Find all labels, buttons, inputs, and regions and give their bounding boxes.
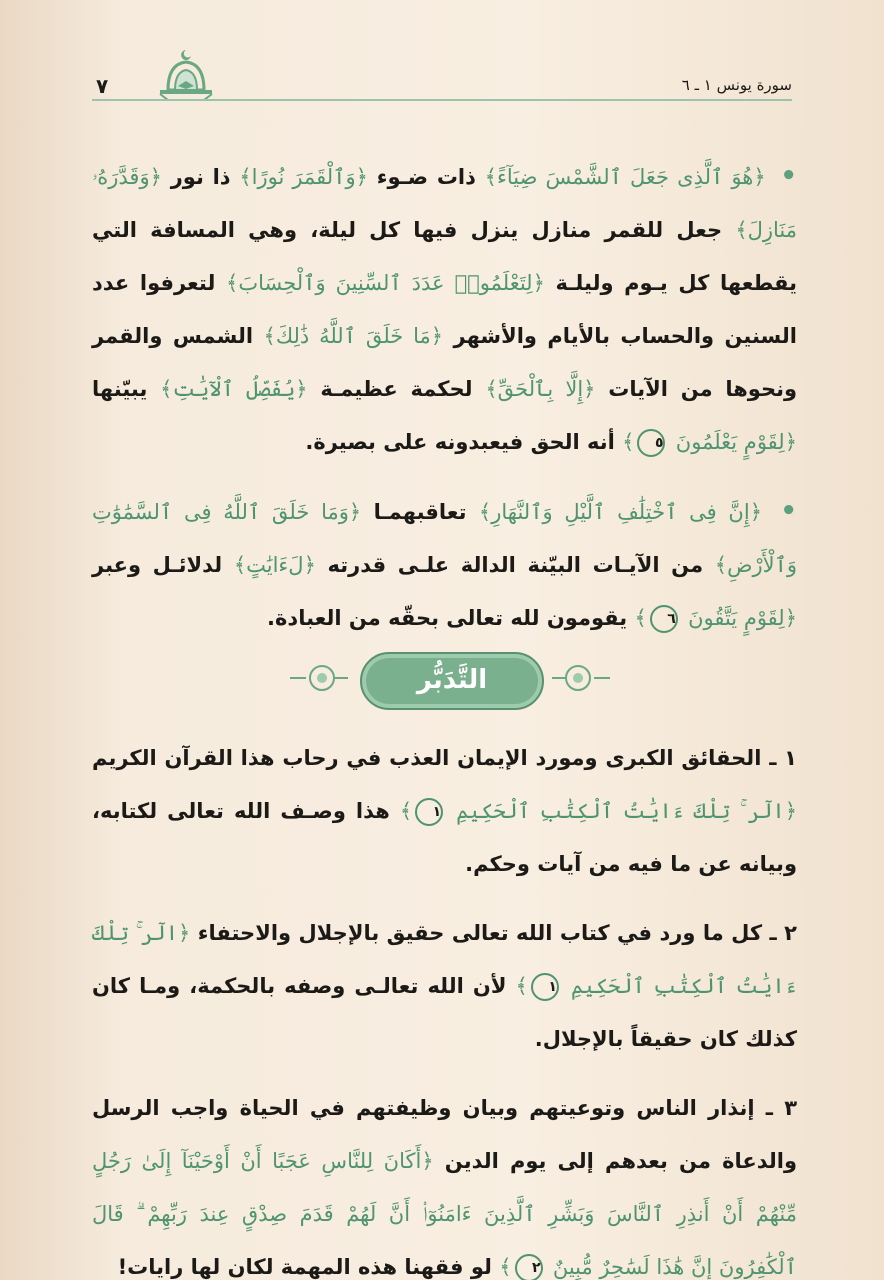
explanation-text: لتعرفوا عدد السنين والحساب بالأيام والأشهر — [92, 271, 798, 348]
quran-phrase: وَقَدَّرَهُۥ مَنَازِلَ — [92, 165, 798, 242]
quran-phrase: وَمَا خَلَقَ ٱللَّهُ فِى ٱلسَّمَٰوَٰتِ وَٱلْأَرْضِ — [92, 500, 798, 577]
page-number: ٧ — [96, 74, 109, 98]
quran-phrase: مَا خَلَقَ ٱللَّهُ ذَٰلِكَ — [275, 324, 431, 348]
verse-number-badge: ١ — [531, 973, 559, 1001]
ornament-right-icon — [552, 658, 612, 698]
quran-phrase: يُفَصِّلُ ٱلْآيَٰتِ — [172, 377, 296, 401]
explanation-text: جعل للقمر منازل ينزل فيها كل ليلة، وهي المسافة التي يقطعها كل يـوم وليلـة — [92, 218, 798, 295]
header-rule — [92, 99, 792, 101]
explanation-text: يبيّنها — [92, 377, 148, 401]
explanation-text: الشمس والقمر ونحوها من الآيات — [92, 324, 798, 401]
explanation-text: لأن الله تعالـى وصفه بالحكمة، ومـا كان كذلك كان حقيقاً بالإجلال. — [92, 974, 797, 1051]
explanation-text: من الآيـات البيّنة الدالة علـى قدرته — [327, 553, 704, 577]
bullet-icon: • — [780, 161, 798, 191]
verse-number-badge: ١ — [415, 798, 443, 826]
point-number: ٢ ـ — [769, 921, 797, 945]
quran-phrase: هُوَ ٱلَّذِى جَعَلَ ٱلشَّمْسَ ضِيَآءً — [496, 165, 754, 189]
quran-phrase: وَٱلْقَمَرَ نُورًا — [251, 165, 356, 189]
verse-number-badge: ٢ — [515, 1254, 543, 1280]
tafsir-paragraph-2: • ﴿إِنَّ فِى ٱخْتِلَٰفِ ٱلَّيْلِ وَٱلنَّهَارِ﴾ تعاقبهمـا ﴿وَمَا خَلَقَ ٱللَّهُ فِى ٱلسَّمَٰوَٰتِ وَٱلْأَرْضِ﴾ من الآيـات البيّنة الدالة علـى قدرته ﴿لَءَايَٰتٍ﴾ لدلائـل وعبر ﴿لِقَوْمٍ يَتَّقُونَ ٦﴾ يقومون لله تعالى بحقّه من العبادة. — [92, 485, 797, 645]
section-banner — [288, 648, 612, 712]
explanation-text: لو فقهنا هذه المهمة لكان لها رايات! — [117, 1255, 492, 1279]
tadabbur-point-2: ٢ ـ كل ما ورد في كتاب الله تعالى حقيق بالإجلال والاحتفاء ﴿الٓر ۚ تِلْكَ ءَايَٰتُ ٱلْكِتَٰبِ ٱلْحَكِيمِ ١﴾ لأن الله تعالـى وصفه بالحكمة، ومـا كان كذلك كان حقيقاً بالإجلال. — [92, 921, 797, 1051]
explanation-text: كل ما ورد في كتاب الله تعالى حقيق بالإجلال والاحتفاء — [197, 921, 763, 945]
verse-number-badge: ٦ — [650, 605, 678, 633]
section-title: التَّدَبُّر — [416, 665, 488, 695]
ornament-left-icon — [288, 658, 348, 698]
quran-phrase: لِتَعْلَمُوا۟ عَدَدَ ٱلسِّنِينَ وَٱلْحِسَابَ — [238, 271, 533, 295]
explanation-text: لدلائـل وعبر — [92, 553, 223, 577]
point-number: ٣ ـ — [765, 1096, 798, 1120]
explanation-text: لحكمة عظيمـة — [320, 377, 473, 401]
explanation-text: هذا وصـف الله تعالى لكتابه، وبيانه عن ما فيه من آيات وحكم. — [92, 799, 797, 876]
quran-phrase: إِلَّا بِٱلْحَقِّ — [497, 377, 584, 401]
explanation-text: تعاقبهمـا — [373, 500, 467, 524]
tafsir-section — [92, 150, 797, 645]
quran-phrase: أَكَانَ لِلنَّاسِ عَجَبًا أَنْ أَوْحَيْنَآ إِلَىٰ رَجُلٍ مِّنْهُمْ أَنْ أَنذِرِ ٱلنَّاسَ وَبَشِّرِ ٱلَّذِينَ ءَامَنُوٓا۟ أَنَّ لَهُمْ قَدَمَ صِدْقٍ عِندَ رَبِّهِمْ ۗ قَالَ ٱلْكَٰفِرُونَ إِنَّ هَٰذَا لَسَٰحِرٌ مُّبِينٌ — [92, 1149, 797, 1279]
surah-reference: سورة يونس ١ ـ ٦ — [681, 76, 792, 94]
quran-phrase: لَءَايَٰتٍ — [246, 553, 304, 577]
explanation-text: أنه الحق فيعبدونه على بصيرة. — [305, 430, 615, 454]
quran-phrase: الٓر ۚ تِلْكَ ءَايَٰتُ ٱلْكِتَٰبِ ٱلْحَكِيمِ — [92, 921, 797, 998]
tadabbur-section — [92, 732, 797, 1280]
quran-phrase: الٓر ۚ تِلْكَ ءَايَٰتُ ٱلْكِتَٰبِ ٱلْحَكِيمِ — [456, 799, 785, 823]
explanation-text: ذات ضـوء — [376, 165, 476, 189]
tafsir-paragraph-1: • ﴿هُوَ ٱلَّذِى جَعَلَ ٱلشَّمْسَ ضِيَآءً﴾ ذات ضـوء ﴿وَٱلْقَمَرَ نُورًا﴾ ذا نور ﴿وَقَدَّرَهُۥ مَنَازِلَ﴾ جعل للقمر منازل ينزل فيها كل ليلة، وهي المسافة التي يقطعها كل يـوم وليلـة ﴿لِتَعْلَمُوا۟ عَدَدَ ٱلسِّنِينَ وَٱلْحِسَابَ﴾ لتعرفوا عدد السنين والحساب بالأيام والأشهر ﴿مَا خَلَقَ ٱللَّهُ ذَٰلِكَ﴾ الشمس والقمر ونحوها من الآيات ﴿إِلَّا بِٱلْحَقِّ﴾ لحكمة عظيمـة ﴿يُفَصِّلُ ٱلْآيَٰتِ﴾ يبيّنها ﴿لِقَوْمٍ يَعْلَمُونَ ٥﴾ أنه الحق فيعبدونه على بصيرة. — [92, 150, 797, 469]
quran-phrase: لِقَوْمٍ يَعْلَمُونَ — [675, 430, 785, 454]
explanation-text: الحقائق الكبرى ومورد الإيمان العذب في رحاب هذا القرآن الكريم — [92, 746, 762, 770]
quran-phrase: لِقَوْمٍ يَتَّقُونَ — [688, 606, 785, 630]
explanation-text: إنذار الناس وتوعيتهم وبيان وظيفتهم في الحياة واجب الرسل والدعاة من بعدهم إلى يوم الدين — [92, 1096, 797, 1173]
verse-number-badge: ٥ — [637, 429, 665, 457]
mosque-dome-icon — [156, 48, 216, 104]
tadabbur-point-3: ٣ ـ إنذار الناس وتوعيتهم وبيان وظيفتهم في الحياة واجب الرسل والدعاة من بعدهم إلى يوم الدين ﴿أَكَانَ لِلنَّاسِ عَجَبًا أَنْ أَوْحَيْنَآ إِلَىٰ رَجُلٍ مِّنْهُمْ أَنْ أَنذِرِ ٱلنَّاسَ وَبَشِّرِ ٱلَّذِينَ ءَامَنُوٓا۟ أَنَّ لَهُمْ قَدَمَ صِدْقٍ عِندَ رَبِّهِمْ ۗ قَالَ ٱلْكَٰفِرُونَ إِنَّ هَٰذَا لَسَٰحِرٌ مُّبِينٌ ٢﴾ لو فقهنا هذه المهمة لكان لها رايات! — [92, 1082, 797, 1280]
point-number: ١ ـ — [769, 746, 797, 770]
explanation-text: يقومون لله تعالى بحقّه من العبادة. — [267, 606, 628, 630]
bullet-icon: • — [780, 496, 798, 526]
explanation-text: ذا نور — [170, 165, 231, 189]
tadabbur-point-1: ١ ـ الحقائق الكبرى ومورد الإيمان العذب في رحاب هذا القرآن الكريم ﴿الٓر ۚ تِلْكَ ءَايَٰتُ ٱلْكِتَٰبِ ٱلْحَكِيمِ ١﴾ هذا وصـف الله تعالى لكتابه، وبيانه عن ما فيه من آيات وحكم. — [92, 746, 798, 876]
page-header — [92, 48, 792, 104]
quran-phrase: إِنَّ فِى ٱخْتِلَٰفِ ٱلَّيْلِ وَٱلنَّهَارِ — [491, 500, 750, 524]
